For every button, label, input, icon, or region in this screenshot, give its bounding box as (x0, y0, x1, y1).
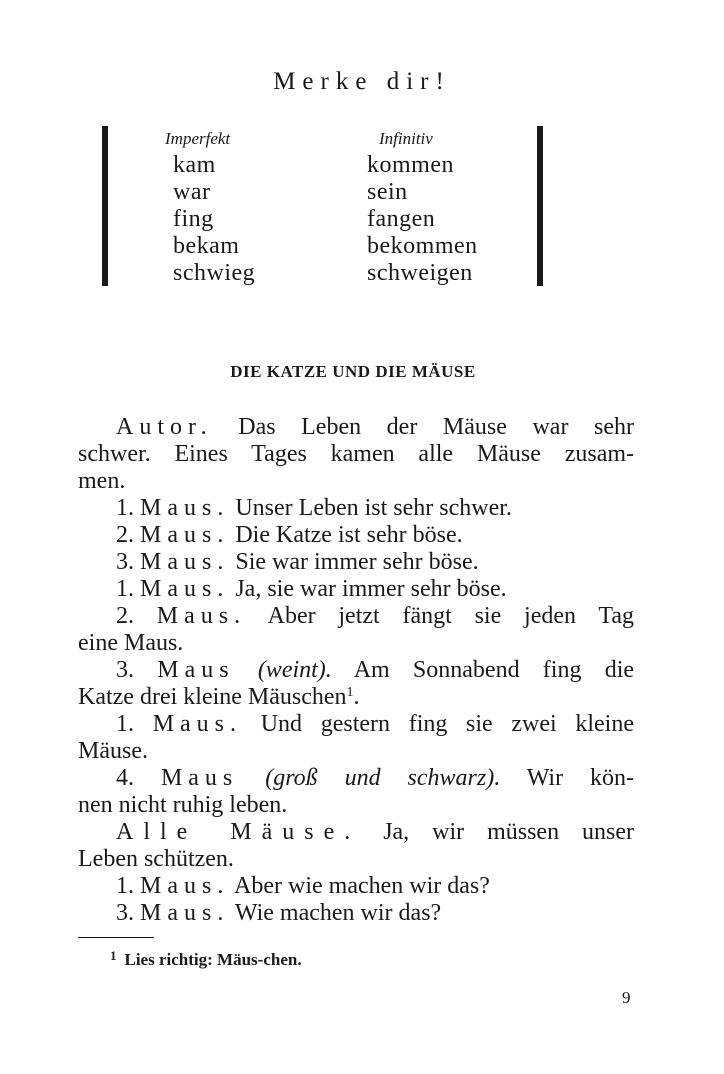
line-text: Ja, sie war immer sehr böse. (229, 576, 507, 602)
imperfekt-form: bekam (173, 233, 240, 259)
page-number: 9 (622, 988, 631, 1007)
infinitiv-header: Infinitiv (379, 129, 433, 148)
line-text: Die Katze ist sehr böse. (229, 522, 463, 548)
line-text: Mäuse. (78, 738, 148, 764)
line-text: Sie war immer sehr böse. (229, 549, 479, 575)
story-line (78, 792, 634, 819)
infinitiv-form: schweigen (367, 260, 473, 286)
imperfekt-header: Imperfekt (165, 129, 231, 148)
speaker-number: 2. (116, 603, 134, 629)
merke-title: Merke dir! (273, 68, 451, 95)
story-line (78, 900, 634, 927)
speaker: Maus. (140, 549, 230, 575)
story-line (78, 846, 634, 873)
speaker-number: 1. (116, 711, 134, 737)
story-line (78, 414, 634, 441)
story-line (78, 549, 634, 576)
speaker: Maus. (140, 576, 230, 602)
speaker-number: 2. (116, 522, 134, 548)
imperfekt-form: kam (173, 152, 216, 178)
right-double-rule (537, 126, 543, 286)
infinitiv-form: fangen (367, 206, 436, 232)
line-text: Wie machen wir das? (229, 900, 442, 926)
stage-direction: (weint). (257, 657, 332, 683)
footnote-text: Lies richtig: Mäus-chen. (124, 950, 302, 969)
line-text: Wir kön- (500, 765, 634, 791)
line-text: Ja, wir müssen unser (360, 819, 634, 845)
left-double-rule (102, 126, 108, 286)
speaker-number: 4. (116, 765, 134, 791)
line-text: Das Leben der Mäuse war sehr (212, 414, 634, 440)
story-line (78, 522, 634, 549)
story-text (78, 414, 634, 927)
speaker-number: 1. (116, 576, 134, 602)
story-line (78, 495, 634, 522)
line-text: Leben schützen. (78, 846, 234, 872)
line-tail: . (353, 684, 360, 710)
story-line (78, 873, 634, 900)
story-line (78, 738, 634, 765)
speaker: Autor. (116, 414, 213, 440)
imperfekt-form: fing (173, 206, 214, 232)
speaker: Maus. (156, 603, 247, 629)
imperfekt-column (165, 126, 255, 287)
line-text: nen nicht ruhig leben. (78, 792, 288, 818)
speaker-number: 3. (116, 657, 134, 683)
footnote-mark: 1 (110, 948, 117, 963)
line-text: Am Sonnabend fing die (331, 657, 635, 683)
line-text: eine Maus. (78, 630, 184, 656)
story-title: DIE KATZE UND DIE MÄUSE (230, 362, 476, 381)
speaker: Maus. (140, 495, 230, 521)
line-text: Aber jetzt fängt sie jeden Tag (246, 603, 635, 629)
line-text: men. (78, 468, 126, 494)
line-text: Und gestern fing sie zwei kleine (242, 711, 635, 737)
speaker-number: 3. (116, 549, 134, 575)
speaker: Maus. (140, 873, 230, 899)
speaker-number: 3. (116, 900, 134, 926)
footnote (110, 950, 302, 970)
stage-direction: (groß und schwarz). (265, 765, 501, 791)
footnote-reference: 1 (346, 685, 354, 700)
story-line (78, 657, 634, 684)
imperfekt-form: schwieg (173, 260, 256, 286)
story-line (78, 630, 634, 657)
story-line (78, 468, 634, 495)
infinitiv-form: bekommen (367, 233, 478, 259)
line-text: Aber wie machen wir das? (229, 873, 490, 899)
infinitiv-form: kommen (367, 152, 454, 178)
speaker-number: 1. (116, 495, 134, 521)
line-text: Katze drei kleine Mäuschen (78, 684, 347, 710)
infinitiv-form: sein (367, 179, 408, 205)
story-line (78, 576, 634, 603)
footnote-rule (78, 937, 154, 938)
story-line (78, 765, 634, 792)
line-text: Unser Leben ist sehr schwer. (229, 495, 512, 521)
speaker: Alle Mäuse. (116, 819, 361, 845)
story-line (78, 603, 634, 630)
speaker-number: 1. (116, 873, 134, 899)
speaker: Maus (157, 657, 235, 683)
speaker: Maus (160, 765, 239, 791)
speaker: Maus. (152, 711, 243, 737)
speaker: Maus. (140, 900, 230, 926)
story-line (78, 711, 634, 738)
speaker: Maus. (140, 522, 230, 548)
story-line (78, 684, 634, 711)
story-line (78, 441, 634, 468)
imperfekt-form: war (173, 179, 211, 205)
infinitiv-column (367, 126, 478, 287)
line-text: schwer. Eines Tages kamen alle Mäuse zusam- (78, 441, 634, 467)
story-line (78, 819, 634, 846)
